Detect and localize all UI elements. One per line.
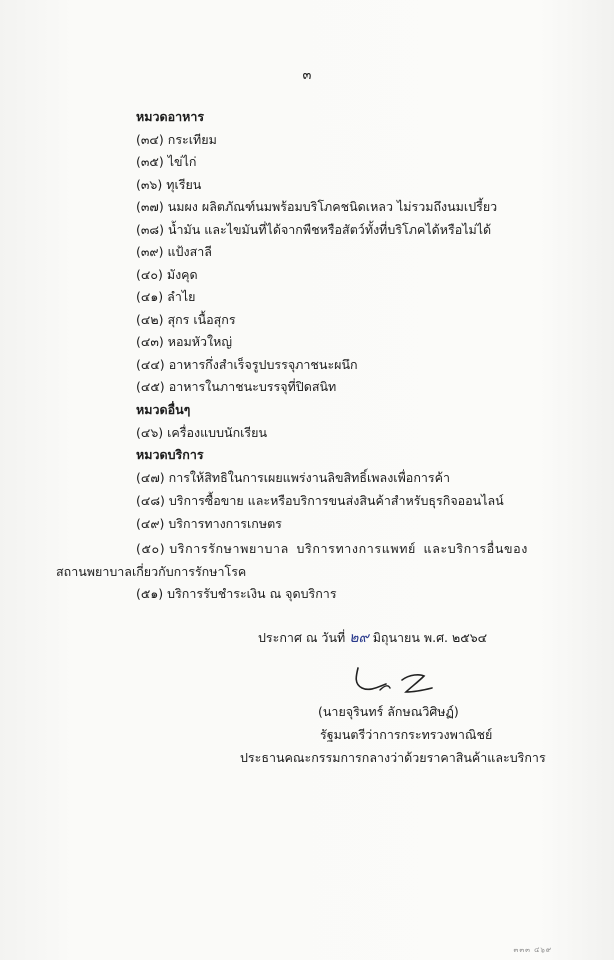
item-text: มังคุด [166, 267, 198, 282]
item-text: ลำไย [167, 289, 196, 304]
item-text: สุกร เนื้อสุกร [167, 312, 236, 327]
item-text: บริการรับชำระเงิน ณ จุดบริการ [167, 586, 337, 601]
signatory-name: (นายจุรินทร์ ลักษณวิศิษฏ์) [318, 704, 459, 719]
item-text: บริการซื้อขาย และหรือบริการขนส่งสินค้าสำหรับธุรกิจออนไลน์ [168, 493, 504, 508]
list-item [136, 378, 336, 396]
section-heading-services: หมวดบริการ [136, 447, 204, 462]
list-item [136, 288, 195, 306]
list-item-continuation [56, 563, 246, 581]
list-item [136, 153, 196, 171]
announcement-date [258, 629, 487, 647]
item-number: (๔๕) [136, 379, 165, 394]
signatory-role: ประธานคณะกรรมการกลางว่าด้วยราคาสินค้าและบริการ [240, 750, 546, 765]
list-item [136, 492, 504, 510]
item-text: น้ำมัน และไขมันที่ได้จากพืชหรือสัตว์ทั้งที่บริโภคได้หรือไม่ได้ [167, 222, 492, 237]
list-item [136, 515, 282, 533]
announce-day: ๒๙ [349, 630, 369, 646]
list-item [136, 198, 497, 216]
item-number: (๔๐) [136, 267, 163, 282]
announce-month-year: มิถุนายน พ.ศ. ๒๕๖๔ [372, 630, 488, 645]
item-number: (๔๔) [136, 357, 165, 372]
item-number: (๔๗) [136, 470, 165, 485]
item-number: (๔๖) [136, 425, 164, 440]
item-text: การให้สิทธิในการเผยแพร่งานลิขสิทธิ์เพลงเพื่อการค้า [168, 470, 450, 485]
item-text: เครื่องแบบนักเรียน [167, 425, 268, 440]
item-text: ทุเรียน [166, 177, 202, 192]
list-item [136, 356, 358, 374]
list-item [136, 333, 232, 351]
item-number: (๔๘) [136, 493, 165, 508]
page-number: ๓ [302, 68, 312, 83]
list-item [136, 540, 528, 558]
section-heading-food: หมวดอาหาร [136, 109, 205, 124]
item-number: (๓๔) [136, 132, 164, 147]
section-heading-other: หมวดอื่นๆ [136, 402, 191, 417]
item-text: ไข่ไก่ [167, 154, 197, 169]
announce-prefix: ประกาศ ณ วันที่ [258, 630, 346, 645]
item-text: อาหารในภาชนะบรรจุที่ปิดสนิท [168, 379, 337, 394]
item-text: หอมหัวใหญ่ [167, 334, 233, 349]
item-text: นมผง ผลิตภัณฑ์นมพร้อมบริโภคชนิดเหลว ไม่รวมถึงนมเปรี้ยว [167, 199, 498, 214]
list-item [136, 176, 201, 194]
item-number: (๓๗) [136, 199, 164, 214]
signature-image [340, 662, 460, 698]
item-number: (๔๙) [136, 516, 165, 531]
list-item [136, 469, 450, 487]
item-number: (๓๘) [136, 222, 164, 237]
item-number: (๓๙) [136, 244, 164, 259]
list-item [136, 424, 267, 442]
item-number: (๔๒) [136, 312, 164, 327]
list-item [136, 243, 212, 261]
list-item [136, 131, 217, 149]
item-text: สถานพยาบาลเกี่ยวกับการรักษาโรค [56, 564, 247, 579]
item-number: (๓๕) [136, 154, 164, 169]
item-text: บริการทางการเกษตร [168, 516, 282, 531]
item-text: อาหารกึ่งสำเร็จรูปบรรจุภาชนะผนึก [168, 357, 358, 372]
item-text: แป้งสาลี [167, 244, 212, 259]
item-number: (๔๓) [136, 334, 164, 349]
item-number: (๕๑) [136, 586, 164, 601]
list-item [136, 266, 198, 284]
list-item [136, 221, 491, 239]
signatory-position: รัฐมนตรีว่าการกระทรวงพาณิชย์ [320, 727, 493, 742]
list-item [136, 585, 337, 603]
list-item [136, 311, 236, 329]
footer-mark: ๓๓๓ ๔๖๙ [513, 946, 552, 954]
item-number: (๓๖) [136, 177, 163, 192]
item-number: (๕๐) [136, 541, 166, 556]
item-number: (๔๑) [136, 289, 164, 304]
item-text: กระเทียม [167, 132, 217, 147]
item-text: บริการรักษาพยาบาล บริการทางการแพทย์ และบริการอื่นของ [169, 541, 528, 556]
